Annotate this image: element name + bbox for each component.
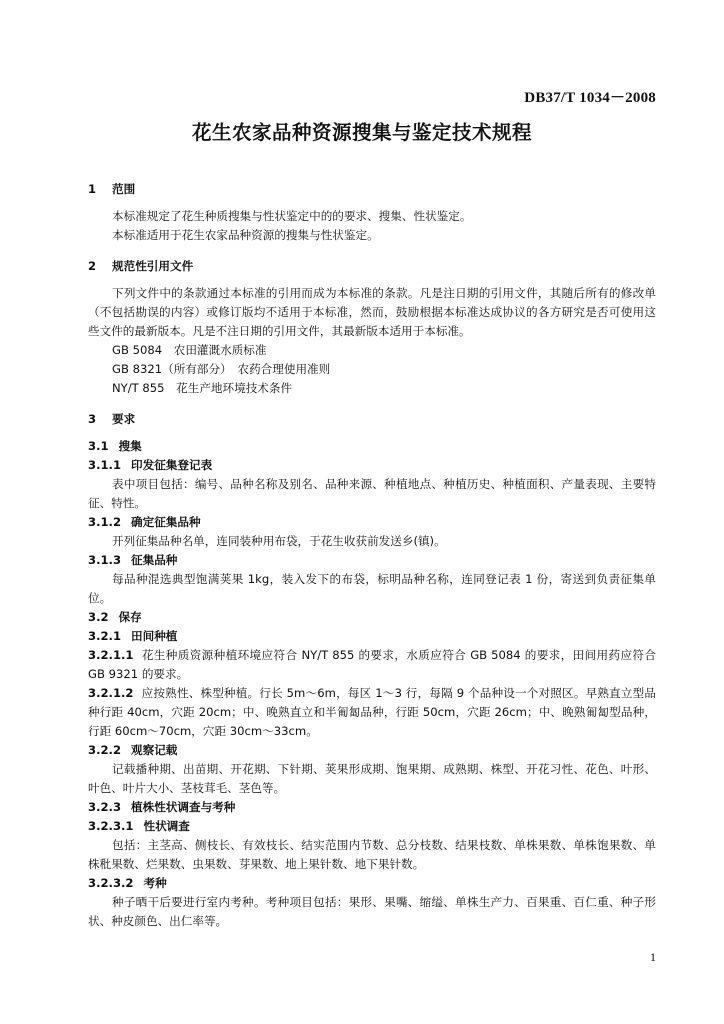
document-code: DB37/T 1034－2008 bbox=[524, 90, 656, 106]
paragraph: 表中项目包括：编号、品种名称及别名、品种来源、种植地点、种植历史、种植面积、产量表现、主要特征、特性。 bbox=[88, 477, 656, 510]
clause-number: 3.2.1.1 bbox=[88, 648, 134, 662]
section-title: 要求 bbox=[112, 412, 136, 426]
section-heading bbox=[88, 410, 656, 429]
subsection-heading bbox=[88, 627, 656, 646]
reference-item: GB 8321（所有部分） 农药合理使用准则 bbox=[112, 362, 331, 376]
subsection-number: 3.2.3 bbox=[88, 800, 122, 814]
subsection-title: 田间种植 bbox=[131, 629, 178, 643]
subsection-title: 印发征集登记表 bbox=[131, 458, 213, 472]
section-title: 范围 bbox=[112, 182, 136, 196]
subsection-heading bbox=[88, 874, 656, 893]
subsection-number: 3.2.3.1 bbox=[88, 819, 134, 833]
subsection-number: 3.2 bbox=[88, 610, 109, 624]
subsection-heading bbox=[88, 551, 656, 570]
subsection-heading bbox=[88, 741, 656, 760]
subsection-number: 3.2.2 bbox=[88, 743, 122, 757]
clause-number: 3.2.1.2 bbox=[88, 686, 134, 700]
subsection-title: 性状调查 bbox=[143, 819, 190, 833]
subsection-title: 考种 bbox=[143, 876, 167, 890]
paragraph: 记载播种期、出苗期、开花期、下针期、荚果形成期、饱果期、成熟期、株型、开花习性、花色、叶形、叶色、叶片大小、茎枝茸毛、茎色等。 bbox=[88, 762, 656, 795]
subsection-heading bbox=[88, 513, 656, 532]
section-heading bbox=[88, 180, 656, 199]
document-body bbox=[88, 180, 656, 931]
subsection-number: 3.2.1 bbox=[88, 629, 122, 643]
paragraph: 开列征集品种名单，连同装种用布袋，于花生收获前发送乡(镇)。 bbox=[112, 534, 446, 548]
subsection-heading bbox=[88, 798, 656, 817]
subsection-number: 3.2.3.2 bbox=[88, 876, 134, 890]
section-number: 1 bbox=[88, 182, 97, 196]
paragraph: 下列文件中的条款通过本标准的引用而成为本标准的条款。凡是注日期的引用文件，其随后所有的修改单（不包括勘误的内容）或修订版均不适用于本标准，然而，鼓励根据本标准达成协议的各方研究是否可使用这些文件的最新版本。凡是不注日期的引用文件，其最新版本适用于本标准。 bbox=[88, 286, 656, 338]
numbered-paragraph bbox=[88, 684, 656, 741]
subsection-number: 3.1.1 bbox=[88, 458, 122, 472]
paragraph: 本标准规定了花生种质搜集与性状鉴定中的的要求、搜集、性状鉴定。 bbox=[112, 209, 472, 223]
clause-text: 花生种质资源种植环境应符合 NY/T 855 的要求，水质应符合 GB 5084 的要求，田间用药应符合 GB 9321 的要求。 bbox=[88, 648, 656, 681]
reference-item: GB 5084 农田灌溉水质标准 bbox=[112, 343, 267, 357]
subsection-title: 确定征集品种 bbox=[131, 515, 201, 529]
subsection-heading bbox=[88, 437, 656, 456]
subsection-title: 征集品种 bbox=[131, 553, 178, 567]
section-title: 规范性引用文件 bbox=[112, 259, 194, 273]
subsection-heading bbox=[88, 608, 656, 627]
subsection-title: 观察记载 bbox=[131, 743, 178, 757]
section-heading bbox=[88, 257, 656, 276]
subsection-number: 3.1 bbox=[88, 439, 109, 453]
numbered-paragraph bbox=[88, 646, 656, 684]
subsection-heading bbox=[88, 456, 656, 475]
paragraph: 本标准适用于花生农家品种资源的搜集与性状鉴定。 bbox=[112, 228, 379, 242]
clause-text: 应按熟性、株型种植。行长 5m～6m，每区 1～3 行，每隔 9 个品种设一个对照区。早熟直立型品种行距 40cm，穴距 20cm；中、晚熟直立和半匍匐品种，行距 50cm，穴距 26cm；中、晚熟匍匐型品种，行距 60cm～70cm，穴距 30cm～33cm。 bbox=[88, 686, 656, 738]
reference-item: NY/T 855 花生产地环境技术条件 bbox=[112, 381, 293, 395]
subsection-title: 搜集 bbox=[118, 439, 142, 453]
paragraph: 包括：主茎高、侧枝长、有效枝长、结实范围内节数、总分枝数、结果枝数、单株果数、单株饱果数、单株秕果数、烂果数、虫果数、芽果数、地上果针数、地下果针数。 bbox=[88, 838, 656, 871]
section-number: 3 bbox=[88, 412, 97, 426]
subsection-number: 3.1.2 bbox=[88, 515, 122, 529]
page-number: 1 bbox=[650, 950, 656, 964]
section-number: 2 bbox=[88, 259, 97, 273]
subsection-title: 保存 bbox=[118, 610, 142, 624]
paragraph: 每品种混选典型饱满荚果 1kg，装入发下的布袋，标明品种名称，连同登记表 1 份，寄送到负责征集单位。 bbox=[88, 572, 656, 605]
page-title: 花生农家品种资源搜集与鉴定技术规程 bbox=[191, 121, 532, 144]
subsection-title: 植株性状调查与考种 bbox=[131, 800, 236, 814]
subsection-number: 3.1.3 bbox=[88, 553, 122, 567]
paragraph: 种子晒干后要进行室内考种。考种项目包括：果形、果嘴、缩缢、单株生产力、百果重、百仁重、种子形状、种皮颜色、出仁率等。 bbox=[88, 895, 656, 928]
subsection-heading bbox=[88, 817, 656, 836]
